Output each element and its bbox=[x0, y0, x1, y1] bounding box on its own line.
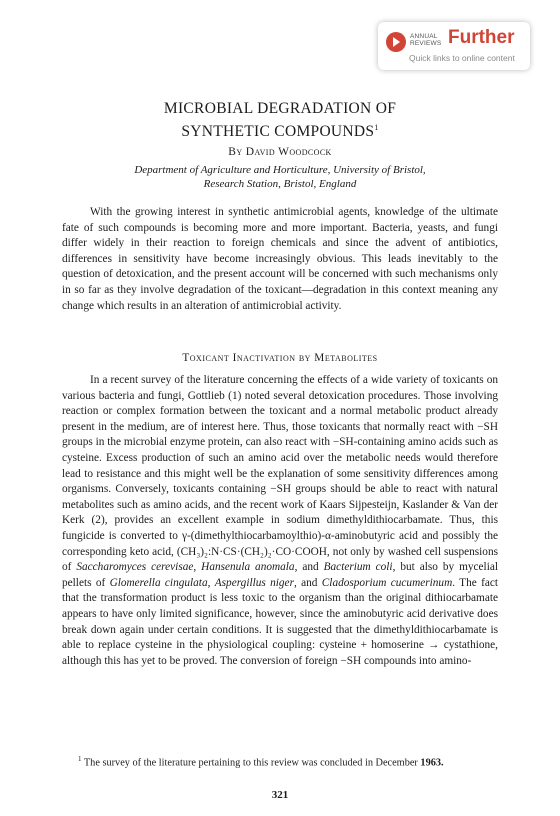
footnote-text: The survey of the literature pertaining to this review was concluded in December bbox=[81, 757, 421, 769]
species-name: Saccharomyces cerevisae bbox=[76, 561, 194, 574]
intro-paragraph: With the growing interest in synthetic antimicrobial agents, knowledge of the ultimate fate of such compounds is becoming more and more important. Bacteria, yeasts, and fungi differ widely in their reaction to foreign chemicals and since the advent of antibiotics, differences in sensitivity have become increasingly obvious. This leads inevitably to the question of detoxication, and the present account will be concerned with such mechanisms only in so far as they involve degradation of the toxicant—degradation in this context meaning any change which results in an alteration of antimicrobial activity. bbox=[62, 206, 498, 312]
species-name: Aspergillus niger bbox=[214, 576, 294, 589]
badge-reviews-label: REVIEWS bbox=[410, 40, 442, 47]
further-badge[interactable] bbox=[378, 22, 530, 70]
footnote-mark: 1 bbox=[78, 755, 82, 763]
page-number: 321 bbox=[271, 789, 289, 801]
badge-annual-label: ANNUAL bbox=[410, 33, 438, 40]
affiliation-line2: Research Station, Bristol, England bbox=[203, 178, 357, 190]
affiliation-line1: Department of Agriculture and Horticulture, University of Bristol, bbox=[134, 164, 426, 176]
author-prefix: By bbox=[228, 146, 243, 158]
article-title-text: SYNTHETIC COMPOUNDS bbox=[181, 123, 375, 141]
species-name: Glomerella cingulata bbox=[109, 576, 208, 589]
chemical-formula: (CH₃)₂:N·CS·(CH₂)₂·CO·COOH bbox=[176, 545, 327, 558]
footnote bbox=[62, 752, 498, 770]
badge-quick-links-label: Quick links to online content bbox=[409, 53, 515, 63]
author-line bbox=[0, 146, 560, 158]
badge-further-label: Further bbox=[448, 27, 515, 48]
body-paragraph: In a recent survey of the literature concerning the effects of a wide variety of toxicants on various bacteria and fungi, Gottlieb (1) noted several detoxication procedures. Those involving reaction or complex formation between the toxicant and a normal metabolic product already present in the medium, are of interest here. Thus, those toxicants that normally react with −SH groups in the microbial enzyme protein, can also react with −SH-containing amino acids such as cysteine. Excess production of such an amino acid over the metabolic needs would therefore lead to resistance and this might well be the explanation of some sensitivity differences among organisms. Conversely, toxicants containing −SH groups should be able to react with natural metabolites such as amino acids, and the recent work of Kaars Sijpesteijn, Kaslander & Van der Kerk (2), provides an excellent example in sodium dimethyldithiocarbamate. Thus, this fungicide is converted to γ-(dimethylthiocarbamoylthio)-α-aminobutyric acid and possibly the corresponding keto acid, (CH₃)₂:N·CS·(CH₂)₂·CO·COOH, not only by washed cell suspensions of Saccharomyces cerevisae, Hansenula anomala, and Bacterium coli, but also by mycelial pellets of Glomerella cingulata, Aspergillus niger, and Cladosporium cucumerinum. The fact that the transformation product is less toxic to the organism than the original dithiocarbamate appears to have only limited significance, however, since the aminobutyric acid derivative does break down again under certain conditions. It is suggested that the dimethyldithiocarbamate is able to replace cysteine in the physiological coupling: cysteine + homoserine → cystathione, although this has yet to be proved. The conversion of foreign −SH compounds into amino- bbox=[62, 374, 498, 667]
title-footnote-mark: 1 bbox=[374, 123, 379, 132]
body-text-part1: In a recent survey of the literature concerning the effects of a wide variety of toxicants on various bacteria and fungi, Gottlieb (1) noted several detoxication procedures. Those involving reaction or complex formation between the toxicant and a normal metabolic product already present in the medium, are of interest here. Thus, those toxicants that normally react with −SH groups in the microbial enzyme protein, can also react with −SH-containing amino acids such as cysteine. Excess production of such an amino acid over the metabolic needs would therefore lead to resistance and this might well be the explanation of some sensitivity differences among organisms. Conversely, toxicants containing −SH groups should be able to react with natural metabolites such as amino acids, and the recent work of Kaars Sijpesteijn, Kaslander & Van der Kerk (2), provides an excellent example in sodium dimethyldithiocarbamate. Thus, this fungicide is converted to γ-(dimethylthiocarbamoylthio)-α-aminobutyric acid and possibly the corresponding keto acid, bbox=[62, 374, 498, 558]
author-name: David Woodcock bbox=[245, 146, 332, 158]
body-text-part4: . The fact that the transformation product is less toxic to the organism than the original dithiocarbamate appears to have only limited significance, however, since the aminobutyric acid derivative does break down again under certain conditions. It is suggested that the dimethyldithiocarbamate is able to replace cysteine in the physiological coupling: cysteine + homoserine → cystathione, although this has yet to be proved. The conversion of foreign −SH compounds into amino- bbox=[62, 576, 498, 667]
body-text-part2: , not only by washed cell suspensions of bbox=[62, 545, 498, 574]
annual-reviews-logo-icon bbox=[386, 32, 406, 52]
species-name: Hansenula anomala bbox=[201, 561, 295, 574]
species-name: Cladosporium cucumerinum bbox=[321, 576, 453, 589]
species-name: Bacterium coli bbox=[323, 561, 393, 574]
article-title-line1: MICROBIAL DEGRADATION OF bbox=[163, 100, 397, 117]
section-heading: Toxicant Inactivation by Metabolites bbox=[182, 352, 378, 364]
footnote-year: 1963. bbox=[420, 757, 444, 769]
body-text-part3: , but also by mycelial pellets of bbox=[62, 561, 498, 589]
article-title-line2 bbox=[0, 119, 560, 141]
